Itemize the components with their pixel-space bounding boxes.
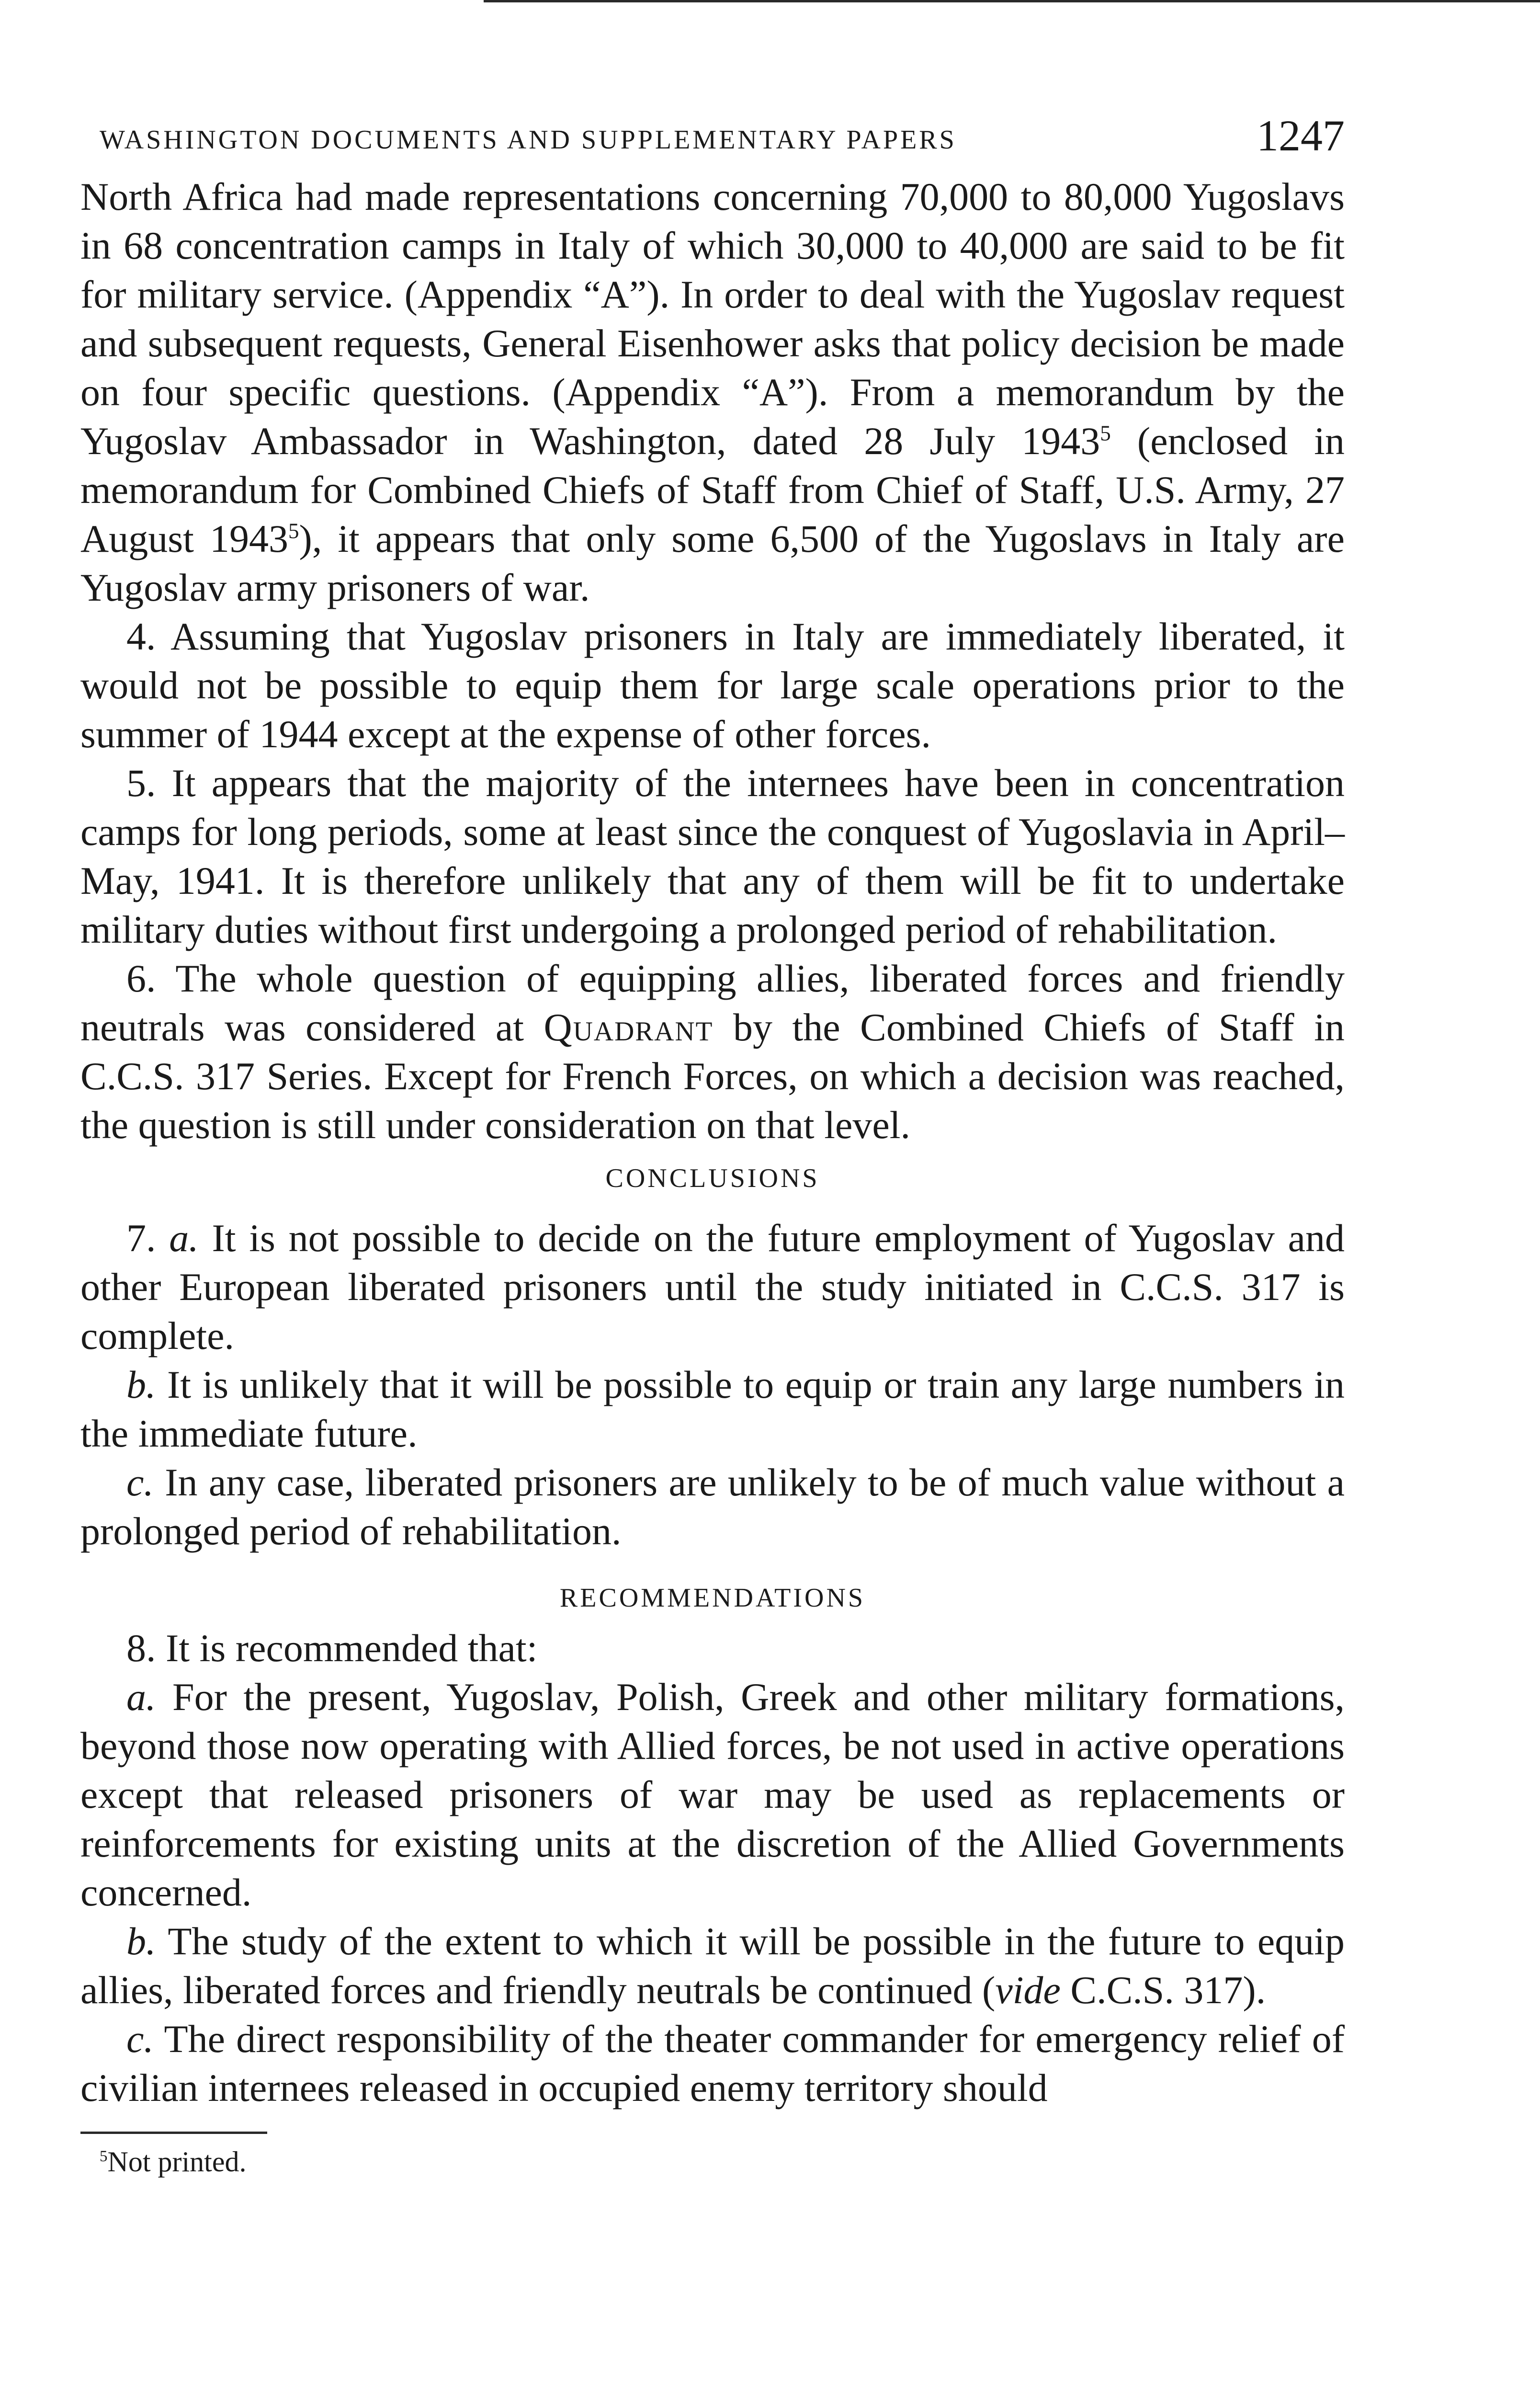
paragraph-text: (enclosed in memorandum for Combined Chiefs of Staff from Chief of Staff, U.S. Army, 27 August 1943 [80,419,1345,560]
body-text [80,172,1345,2112]
latin-term: vide [995,1968,1061,2012]
paragraph-text: For the present, Yugoslav, Polish, Greek and other military formations, beyond those now operating with Allied forces, be not used in active operations except that released prisoners of war may be used as replacements or reinforcements for existing units at the discretion of the Allied Governments concerned. [80,1675,1345,1914]
top-edge-rule [484,0,1540,2]
conference-codename: Quadrant [544,1005,713,1049]
footnote-rule [80,2132,267,2134]
footnote [100,2143,1345,2181]
page-number: 1247 [1257,111,1345,160]
paragraph-8: 8. It is recommended that: [126,1626,538,1670]
footnote-reference: 5 [1100,421,1111,445]
conclusions-heading: CONCLUSIONS [605,1163,820,1193]
footnote-marker: 5 [100,2148,108,2165]
item-letter: a. [169,1216,199,1260]
paragraph-7c [80,1458,1345,1556]
item-letter: a. [126,1675,156,1719]
paragraph-8b [80,1917,1345,2015]
continued-paragraph [80,172,1345,612]
paragraph-text: by the Combined Chiefs of Staff in C.C.S. 317 Series. Except for French Forces, on which a decision was reached, the question is still under consideration on that level. [80,1005,1345,1147]
paragraph-text: North Africa had made representations concerning 70,000 to 80,000 Yugoslavs in 68 concentration camps in Italy of which 30,000 to 40,000 are said to be fit for military service. (Appendix “A”). In order to deal with the Yugoslav request and subsequent requests, General Eisenhower asks that policy decision be made on four specific questions. (Appendix “A”). From a memorandum by the Yugoslav Ambassador in Washington, dated 28 July 1943 [80,175,1345,463]
item-letter: c. [126,2017,154,2061]
paragraph-text: The direct responsibility of the theater commander for emergency relief of civilian internees released in occupied enemy territory should [80,2017,1345,2110]
paragraph-text: It is unlikely that it will be possible to equip or train any large numbers in the immediate future. [80,1363,1345,1455]
running-head-title: WASHINGTON DOCUMENTS AND SUPPLEMENTARY PAPERS [100,125,957,155]
footnote-reference: 5 [288,519,299,543]
paragraph-4: 4. Assuming that Yugoslav prisoners in Italy are immediately liberated, it would not be possible to equip them for large scale operations prior to the summer of 1944 except at the expense of other forces. [80,615,1345,756]
item-letter: b. [126,1919,156,1963]
paragraph-number: 7. [126,1216,170,1260]
recommendations-heading: RECOMMENDATIONS [559,1583,866,1613]
paragraph-text: ), it appears that only some 6,500 of the Yugoslavs in Italy are Yugoslav army prisoners of war. [80,517,1345,609]
paragraph-5: 5. It appears that the majority of the internees have been in concentration camps for long periods, some at least since the conquest of Yugoslavia in April–May, 1941. It is therefore unlikely that any of them will be fit to undertake military duties without first undergoing a prolonged period of rehabilitation. [80,761,1345,951]
running-head [80,110,1345,172]
paragraph-text: In any case, liberated prisoners are unlikely to be of much value without a prolonged period of rehabilitation. [80,1460,1345,1553]
paragraph-text: The study of the extent to which it will be possible in the future to equip allies, liberated forces and friendly neutrals be continued ( [80,1919,1345,2012]
footnote-text: Not printed. [107,2146,247,2178]
paragraph-text: It is not possible to decide on the future employment of Yugoslav and other European liberated prisoners until the study initiated in C.C.S. 317 is complete. [80,1216,1345,1357]
paragraph-text: 6. The whole question of equipping allies, liberated forces and friendly neutrals was considered at [80,957,1345,1049]
paragraph-7a [80,1214,1345,1360]
item-letter: c. [126,1460,154,1504]
document-page [80,110,1345,2181]
paragraph-8c [80,2015,1345,2112]
paragraph-7b [80,1360,1345,1458]
paragraph-6 [80,954,1345,1150]
paragraph-8a [80,1673,1345,1917]
item-letter: b. [126,1363,156,1406]
paragraph-text: C.C.S. 317). [1060,1968,1266,2012]
